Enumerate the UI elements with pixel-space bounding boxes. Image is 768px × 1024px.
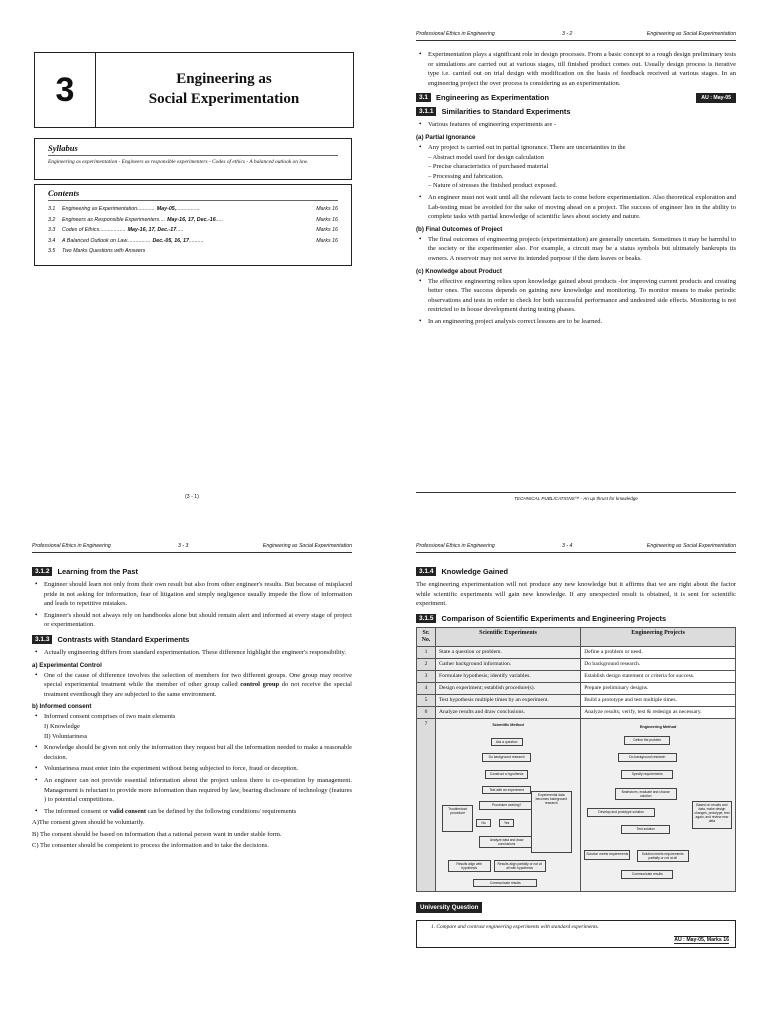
contents-number: 3.4: [48, 237, 56, 244]
contents-years: Dec.-05, 16, 17: [152, 237, 189, 244]
scientific-method-diagram: [436, 718, 581, 891]
list-item: • The final outcomes of engineering projects (experimentation) are generally uncertain. Sometimes it may be harmful to the society or the experimenter also. For example, a circuit may be a status symbols but ultimately bankrupts its owners. A reservoir may not serve its intended purpose if the dam leaves or beaks.: [416, 235, 736, 264]
contents-dots: ............: [137, 206, 155, 212]
section-number: 3.1.4: [416, 567, 436, 576]
table-cell: 2: [417, 658, 436, 670]
column-header: Sr. No.: [417, 627, 436, 646]
contents-item[interactable]: [48, 225, 338, 236]
section-number: 3.1.5: [416, 614, 436, 623]
flowchart-box: Ask a question: [491, 738, 523, 747]
flowchart-box: Develop and prototype solution: [587, 808, 655, 817]
flowchart-box: Yes: [499, 819, 513, 828]
dash-item: – Abstract model used for design calculation: [428, 153, 544, 161]
list-item: • Engineer should learn not only from their own result but also from other engineer's results. But because of misplaced pride in not asking for information, fear of litigation and simply negligence usually impede the flow of information and leads to repetitive mistakes.: [32, 580, 352, 609]
footer-rule: [416, 492, 736, 493]
dash-item: – Processing and fabrication.: [428, 172, 504, 180]
table-row: [417, 694, 736, 706]
condition-c: C) The consenter should be competent to process the information and to take the decisions.: [32, 842, 269, 850]
contents-dots: ................: [176, 206, 200, 212]
list-item: • Actually engineering differs from standard experimentation. These difference highlight the engineer's responsibility.: [32, 648, 352, 658]
page-3-2: [384, 0, 768, 512]
header-book-title: Professional Ethics in Engineering: [32, 543, 111, 549]
contents-item[interactable]: [48, 215, 338, 226]
subheading-informed-consent: b) Informed consent: [32, 703, 92, 711]
section-title: Similarities to Standard Experiments: [441, 107, 571, 117]
header-page-number: 3 - 2: [562, 31, 573, 37]
diagram-title: Engineering Method: [639, 724, 677, 729]
running-header: [416, 542, 736, 553]
section-title: Comparison of Scientific Experiments and Engineering Projects: [441, 613, 667, 623]
table-cell: 3: [417, 670, 436, 682]
features-bullet: • Various features of engineering experiments are -: [416, 120, 736, 130]
contents-title: Two Marks Questions with Answers: [62, 248, 146, 254]
subheading-final-outcomes: (b) Final Outcomes of Project: [416, 225, 503, 233]
table-row: [417, 646, 736, 658]
contents-box: [34, 184, 352, 266]
list-item: • An engineer can not provide essential information about the project unless there is co-operation by management. Management is reluctant to provide more information than required by law, bearing disclosure of technology (features ) to potential competitions.: [32, 776, 352, 805]
subheading-experimental-control: a) Experimental Control: [32, 661, 102, 669]
contents-marks: Marks 16: [316, 216, 338, 223]
contents-item[interactable]: [48, 246, 338, 257]
table-cell: 7: [417, 718, 436, 891]
section-3-1-2-heading: [32, 567, 352, 576]
column-header: Engineering Projects: [581, 627, 736, 646]
contents-years: May-16, 17, Dec.-16: [167, 216, 216, 223]
contents-number: 3.3: [48, 227, 56, 233]
table-cell: 4: [417, 682, 436, 694]
section-3-1-heading: [416, 93, 736, 102]
flowchart-box: Brainstorm, evaluate and choose solution: [615, 788, 677, 800]
contents-years: May-16, 17, Dec.-17: [127, 227, 177, 233]
column-header: Scientific Experiments: [436, 627, 581, 646]
sub-item: I) Knowledge: [44, 722, 80, 730]
section-title: Knowledge Gained: [441, 567, 508, 576]
section-number: 3.1.3: [32, 635, 52, 644]
table-cell: Formulate hypothesis; identify variables.: [436, 670, 581, 682]
question-text: 1. Compare and contrast engineering experiments with standard experiments.: [431, 923, 599, 930]
chapter-title-line1: Engineering as: [176, 71, 272, 87]
contents-dots: ....: [159, 216, 166, 223]
flowchart-box: Define the problem: [624, 736, 670, 745]
flowchart-box: Do background research: [618, 753, 676, 762]
table-row: [417, 658, 736, 670]
contents-marks: Marks 16: [316, 206, 338, 212]
chapter-number-cell: [35, 53, 96, 127]
section-3-1-4-heading: [416, 567, 736, 576]
section-3-1-3-heading: [32, 635, 352, 644]
contents-list: [48, 204, 338, 257]
footer-publisher: TECHNICAL PUBLICATIONS™ - An up thrust for knowledge: [514, 496, 638, 501]
list-item: • The effective engineering relies upon knowledge gained about products -for improving current products and creating better ones. The success depends on gaining new knowledge and monitoring. To monitor means to make periodic observations and tests in order to check for both successful performance and undesired side effects. Monitoring is not restricted to in house development during testing phases.: [416, 277, 736, 315]
list-item: • One of the cause of difference involves the selection of members for two different groups. One group may receive special experimental treatment while the member of other group called control group do not receive the special treatment eventhough they are subjected to the same environment.: [32, 671, 352, 700]
chapter-title-box: [34, 52, 354, 128]
knowledge-gained-text: The engineering experimentation will not produce any new knowledge but it affirms that we are right about the factor while scientific experiments will gain new knowledge. If any unexpected result is obtained, it is sent for scientific experiment.: [416, 581, 736, 608]
table-cell: Prepare preliminary designs.: [581, 682, 736, 694]
contents-title: Engineering as Experimentation: [62, 206, 138, 212]
contents-dots: ..................: [99, 227, 126, 233]
comparison-table: [416, 627, 736, 892]
flowchart-box: Test solution: [621, 825, 670, 834]
running-header: [32, 542, 352, 553]
dash-item: – Nature of stresses the finished product exposed.: [428, 182, 558, 190]
header-chapter-title: Engineering as Social Experimentation: [646, 31, 736, 37]
table-row: [417, 706, 736, 718]
flowchart-box: Results align with hypothesis: [448, 860, 491, 872]
table-cell: Test hypothesis multiple times by an experiment.: [436, 694, 581, 706]
flowchart-box: Procedure working?: [479, 801, 534, 810]
contents-title: Codes of Ethics: [62, 227, 100, 233]
list-item: • Informed consent comprises of two main elements I) Knowledge II) Voluntariness: [32, 712, 352, 741]
intro-bullet: • Experimentation plays a significant role in design processes. From a basic concept to a rough design preliminary tests or simulations are carried out at various stages, till finished product comes out. Usually design process is iterative type i.e. carried out on trial design with modification on the basis of feedback received at various stages. In an engineering project the over process is considering as an experimentation.: [416, 50, 736, 88]
contents-number: 3.2: [48, 216, 56, 223]
chapter-number: 3: [55, 70, 75, 109]
flowchart-box: Solution meets requirements partially or not at all: [637, 850, 689, 862]
contents-dots: ..........: [188, 237, 204, 244]
header-chapter-title: Engineering as Social Experimentation: [646, 543, 736, 549]
engineering-method-diagram: [581, 718, 736, 891]
au-badge: AU : May-05, Marks 16: [674, 936, 729, 943]
table-cell: Design experiment; establish procedure(s).: [436, 682, 581, 694]
contents-number: 3.5: [48, 248, 56, 254]
page-3-3: [0, 512, 384, 1024]
contents-dots: .....: [215, 216, 224, 223]
table-cell: Define a problem or need.: [581, 646, 736, 658]
page-number: (3 - 1): [185, 494, 199, 500]
flowchart-box: Experimental data becomes background research: [531, 791, 571, 853]
section-number: 3.1: [416, 93, 431, 102]
table-cell: Gather background information.: [436, 658, 581, 670]
flowchart-box: Communicate results: [621, 870, 673, 879]
section-title: Contrasts with Standard Experiments: [57, 634, 190, 644]
contents-marks: Marks 16: [316, 227, 338, 233]
flowchart-box: Specify requirements: [621, 770, 673, 779]
header-book-title: Professional Ethics in Engineering: [416, 543, 495, 549]
header-page-number: 3 - 3: [178, 543, 189, 549]
flowchart-box: Based on results and data, make design changes, prototype, test again, and review new data: [692, 801, 732, 829]
subheading-partial-ignorance: (a) Partial Ignorance: [416, 133, 476, 141]
sub-item: II) Voluntariness: [44, 732, 88, 740]
table-row: [417, 670, 736, 682]
list-item: • An engineer must not wait until all the relevant facts to come before experimentation. Also theoretical exploration and Lab-testing must be avoided for the sake of moving ahead on a project. The success of engineer lies in the ability to complete tasks with partial knowledge of scientific laws about society and nature.: [416, 193, 736, 222]
flowchart-box: No: [476, 819, 490, 828]
page-3-1: [0, 0, 384, 512]
table-row: [417, 718, 736, 891]
subheading-knowledge-product: (c) Knowledge about Product: [416, 267, 502, 275]
condition-b: B) The consent should be based on information that a rational person want in under stable form.: [32, 830, 282, 838]
flowchart-box: Construct a hypothesis: [485, 770, 528, 779]
contents-dots: .....: [176, 227, 184, 233]
running-header: [416, 30, 736, 41]
university-question-heading: University Question: [416, 902, 482, 913]
contents-item[interactable]: [48, 204, 338, 215]
flowchart-box: Troubleshoot procedure: [442, 805, 474, 833]
flowchart-box: Communicate results: [473, 879, 536, 888]
table-row: [417, 682, 736, 694]
table-cell: Analyze results and draw conclusions.: [436, 706, 581, 718]
flowchart-box: Test with an experiment: [482, 786, 531, 795]
contents-number: 3.1: [48, 206, 56, 212]
contents-years: May-05,: [156, 206, 177, 212]
table-cell: Build a prototype and test multiple times.: [581, 694, 736, 706]
syllabus-text: Engineering as experimentation - Engineers as responsible experimenters - Codes of ethics - A balanced outlook on law.: [48, 159, 309, 165]
section-3-1-1-heading: [416, 107, 736, 116]
header-page-number: 3 - 4: [562, 543, 573, 549]
contents-dots: ................: [126, 237, 151, 244]
table-cell: Establish design statement or criteria for success.: [581, 670, 736, 682]
section-title: Engineering as Experimentation: [436, 93, 549, 103]
list-item: • Engineer's should not always rely on handbooks alone but should remain alert and informed at every stage of project or experimentation.: [32, 611, 352, 630]
au-badge: AU : May-05: [696, 93, 736, 103]
university-question-box: [416, 920, 736, 948]
table-cell: Do background research.: [581, 658, 736, 670]
table-cell: Analyze results; verify, test & redesign as necessary.: [581, 706, 736, 718]
flowchart-box: Do background research: [482, 753, 531, 762]
flowchart-box: Analyze data and draw conclusions: [479, 836, 534, 848]
chapter-title-line2: Social Experimentation: [148, 91, 300, 107]
dash-item: – Precise characteristics of purchased material: [428, 163, 549, 171]
flowchart-box: Results align partially or not at all with hypothesis: [494, 860, 546, 872]
section-number: 3.1.1: [416, 107, 436, 116]
list-item: • Voluntariness must enter into the experiment without being subjected to force, fraud or deception.: [32, 764, 352, 774]
list-item: • Any project is carried out in partial ignorance. There are uncertainties in the – Abstract model used for design calculation – Precise characteristics of purchased material – Processing and fabrication. – Nature of stresses the finished product exposed.: [416, 143, 736, 191]
flowchart-box: Solution meets requirements: [584, 850, 630, 860]
list-item: • Knowledge should be given not only the information they request but all the information needed to make a reasonable decision.: [32, 743, 352, 762]
contents-marks: Marks 16: [316, 237, 338, 244]
contents-title: A Balanced Outlook on Law: [62, 237, 127, 244]
list-item: • The informed consent or valid consent can be defined by the following conditions/ requirements: [32, 807, 352, 817]
page-3-4: [384, 512, 768, 1024]
diagram-title: Scientific Method: [492, 722, 524, 727]
list-item: • In an engineering project analysis correct lessons are to be learned.: [416, 317, 736, 327]
table-cell: 6: [417, 706, 436, 718]
section-3-1-5-heading: [416, 614, 736, 623]
table-cell: State a question or problem.: [436, 646, 581, 658]
table-cell: 1: [417, 646, 436, 658]
header-book-title: Professional Ethics in Engineering: [416, 31, 495, 37]
condition-a: A)The consent given should be voluntarily.: [32, 819, 145, 827]
section-number: 3.1.2: [32, 567, 52, 576]
syllabus-box: [34, 138, 352, 180]
contents-item[interactable]: [48, 236, 338, 247]
contents-heading: Contents: [48, 188, 338, 201]
table-cell: 5: [417, 694, 436, 706]
syllabus-heading: Syllabus: [48, 143, 338, 156]
section-title: Learning from the Past: [57, 567, 138, 576]
contents-title: Engineers as Responsible Experimenters: [62, 216, 160, 223]
header-chapter-title: Engineering as Social Experimentation: [262, 543, 352, 549]
